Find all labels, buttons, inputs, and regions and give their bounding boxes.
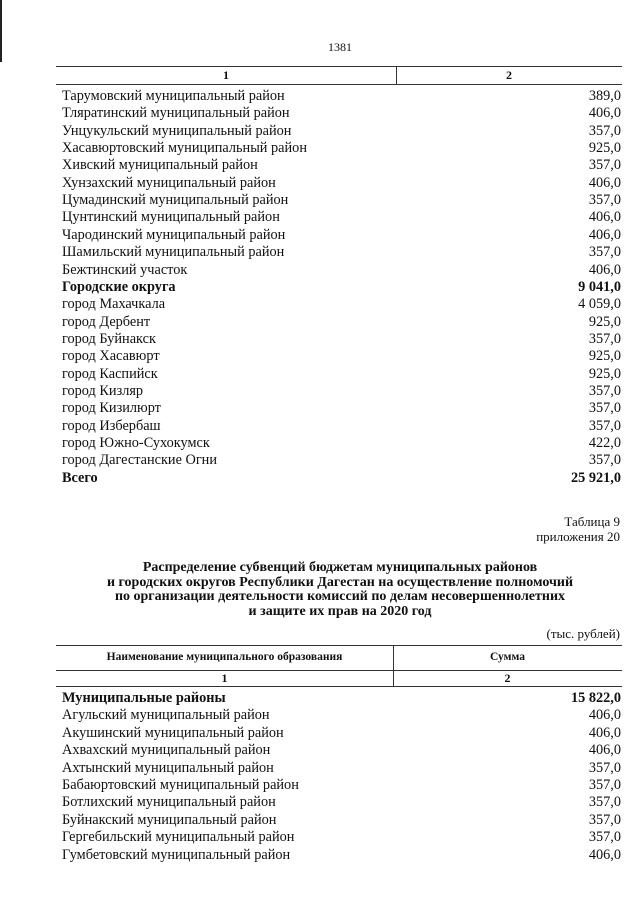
table2-number-rule [56, 686, 622, 687]
row-value: 406,0 [588, 174, 621, 191]
table-row [62, 157, 621, 174]
table-row [62, 296, 621, 313]
row-name: Хасавюртовский муниципальный район [62, 140, 307, 157]
row-name: город Махачкала [62, 296, 166, 313]
table-row [62, 140, 621, 157]
row-value: 357,0 [588, 330, 621, 347]
title-line: по организации деятельности комиссий по делам несовершеннолетних [114, 589, 566, 604]
row-name: город Каспийск [62, 365, 158, 382]
row-name: Тарумовский муниципальный район [62, 88, 285, 104]
row-name: город Избербаш [62, 417, 161, 434]
table-row [62, 725, 621, 742]
row-name: Акушинский муниципальный район [62, 724, 284, 741]
table-row [62, 262, 621, 279]
row-name: Хунзахский муниципальный район [62, 174, 276, 191]
row-value: 422,0 [588, 435, 621, 451]
row-value: 9 041,0 [578, 278, 621, 295]
table-row [62, 452, 621, 469]
row-value: 357,0 [588, 157, 621, 174]
table-row [62, 707, 621, 724]
row-value: 357,0 [588, 122, 621, 139]
table-row [62, 690, 621, 707]
row-value: 357,0 [588, 452, 621, 469]
page-number: 1381 [328, 40, 352, 54]
row-value: 357,0 [588, 794, 621, 811]
table-row [62, 175, 621, 192]
row-value: 925,0 [588, 348, 621, 365]
row-name: Унцукульский муниципальный район [62, 122, 292, 139]
table-row [62, 105, 621, 122]
table-row [62, 418, 621, 435]
row-name: город Кизилюрт [62, 400, 161, 417]
row-name: город Кизляр [62, 382, 144, 399]
row-name: город Буйнакск [62, 330, 156, 347]
table-row [62, 192, 621, 209]
row-name: город Дагестанские Огни [62, 452, 217, 469]
table1-header-rule [56, 84, 622, 85]
row-value: 406,0 [588, 846, 621, 863]
table2-header-name: Наименование муниципального образования [106, 651, 343, 663]
row-name: Всего [62, 469, 98, 486]
row-name: Бабаюртовский муниципальный район [62, 777, 299, 793]
row-value: 925,0 [588, 140, 621, 157]
table-row [62, 366, 621, 383]
table1-col1-number: 1 [223, 68, 229, 82]
table-row [62, 760, 621, 777]
table2-top-rule [56, 645, 622, 646]
row-value: 357,0 [588, 192, 621, 209]
row-value: 406,0 [588, 261, 621, 278]
row-value: 406,0 [588, 209, 621, 226]
row-value: 25 921,0 [570, 469, 621, 486]
row-value: 357,0 [588, 759, 621, 776]
row-value: 357,0 [588, 811, 621, 828]
table-row [62, 314, 621, 331]
row-name: Гергебильский муниципальный район [62, 829, 295, 846]
table-row [62, 244, 621, 261]
table2-col1-number: 1 [221, 671, 228, 685]
table-row [62, 829, 621, 846]
row-name: город Дербент [62, 313, 151, 330]
table-row [62, 812, 621, 829]
table-row [62, 847, 621, 864]
table2-col2-number: 2 [504, 671, 511, 685]
title-line: и городских округов Республики Дагестан на осуществление полномочий [106, 574, 574, 590]
row-value: 406,0 [588, 105, 621, 122]
table2-header-sum: Сумма [490, 651, 525, 663]
row-value: 357,0 [588, 829, 621, 846]
table-row [62, 470, 621, 487]
table-row [62, 209, 621, 226]
row-value: 357,0 [588, 417, 621, 434]
row-value: 406,0 [588, 707, 621, 724]
row-name: город Южно-Сухокумск [62, 435, 210, 451]
row-name: Чародинский муниципальный район [62, 226, 286, 243]
table-row [62, 123, 621, 140]
table-row [62, 331, 621, 348]
row-value: 357,0 [588, 382, 621, 399]
row-value: 406,0 [588, 724, 621, 741]
units-note: (тыс. рублей) [546, 626, 620, 641]
row-name: Шамильский муниципальный район [62, 244, 285, 261]
row-name: Городские округа [62, 278, 176, 295]
table1-top-rule [56, 66, 622, 67]
row-value: 357,0 [588, 400, 621, 417]
row-name: Ботлихский муниципальный район [62, 794, 276, 811]
row-value: 925,0 [588, 365, 621, 382]
row-value: 357,0 [588, 244, 621, 261]
table-row [62, 383, 621, 400]
row-value: 357,0 [588, 777, 621, 793]
table-row [62, 348, 621, 365]
row-name: Цумадинский муниципальный район [62, 192, 289, 209]
table-row [62, 742, 621, 759]
row-name: Муниципальные районы [62, 690, 226, 706]
table-row [62, 400, 621, 417]
table-row [62, 88, 621, 105]
row-value: 15 822,0 [570, 690, 621, 706]
row-name: Буйнакский муниципальный район [62, 811, 277, 828]
document-title [60, 561, 620, 619]
row-name: Хивский муниципальный район [62, 157, 258, 174]
table-row [62, 279, 621, 296]
row-value: 406,0 [588, 742, 621, 759]
table-row [62, 435, 621, 452]
row-name: город Хасавюрт [62, 348, 160, 365]
table-row [62, 777, 621, 794]
row-name: Ахтынский муниципальный район [62, 759, 274, 776]
row-value: 406,0 [588, 226, 621, 243]
row-name: Агульский муниципальный район [62, 707, 270, 724]
row-value: 925,0 [588, 313, 621, 330]
appendix-label: приложения 20 [536, 529, 620, 544]
table1-col2-number: 2 [506, 68, 512, 82]
row-value: 389,0 [588, 88, 621, 104]
row-name: Гумбетовский муниципальный район [62, 846, 291, 863]
title-line: и защите их прав на 2020 год [248, 603, 432, 619]
table-row [62, 794, 621, 811]
row-value: 4 059,0 [578, 296, 621, 313]
row-name: Ахвахский муниципальный район [62, 742, 271, 759]
title-line: Распределение субвенций бюджетам муниципальных районов [142, 560, 538, 575]
table-label: Таблица 9 [564, 514, 620, 529]
table-row [62, 227, 621, 244]
row-name: Тляратинский муниципальный район [62, 105, 290, 122]
row-name: Бежтинский участок [62, 261, 188, 278]
row-name: Цунтинский муниципальный район [62, 209, 280, 226]
